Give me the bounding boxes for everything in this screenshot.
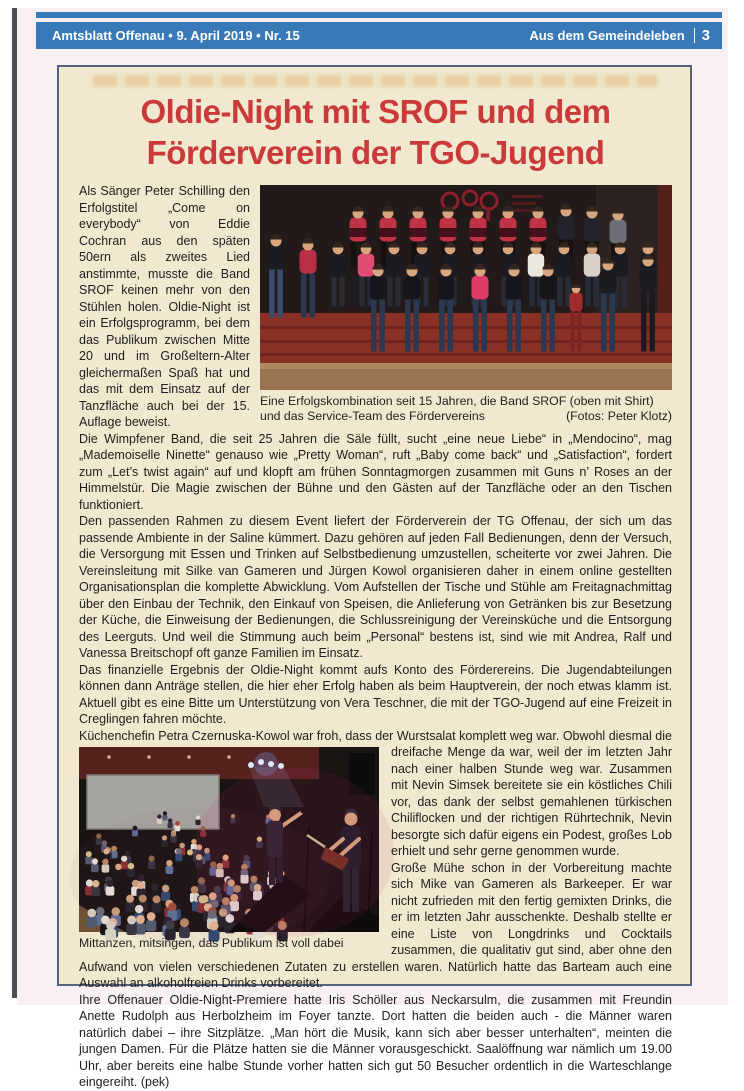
photo-caption-text: Eine Erfolgskombination seit 15 Jahren, die Band SROF (oben mit Shirt) und das Service-Team des Fördervereins xyxy=(260,394,654,423)
photo-caption-band xyxy=(260,394,672,424)
concert-photo-figure xyxy=(79,747,379,951)
paragraph-text: Küchenchefin Petra Czernuska-Kowol war froh, dass der Wurstsalat komplett weg war. xyxy=(79,728,560,743)
newsletter-page xyxy=(17,8,728,1089)
page-number: 3 xyxy=(694,28,710,43)
article-paragraph: Die Wimpfener Band, die seit 25 Jahren die Säle füllt, sucht „eine neue Liebe“ in „Mendocino“, mag „Mademoiselle Ninette“ genauso wie „Pretty Woman“, ruft „Baby come back“ und „Satisfaction“, fordert zum „Let’s twist again“ auf und klopft am frühen Sonntagmorgen zusammen mit Guns n’ Roses an der Himmelstür. Die Magie zwischen der Bühne und den Gästen auf der Tanzfläche oder an den Tischen funktioniert. xyxy=(79,431,672,512)
article-title-line-2: Förderverein der TGO-Jugend xyxy=(146,134,605,171)
photo-caption-concert: Mittanzen, mitsingen, das Publikum ist voll dabei xyxy=(79,936,344,950)
article-paragraph: Den passenden Rahmen zu diesem Event liefert der Förderverein der TG Offenau, der sich um das passende Ambiente in der Saline kümmert. Dazu gehören auf jeden Fall Bedienungen, denn der Versuch, die Versorgung mit Essen und Trinken auf Selbstbedienung umzustellen, scheiterte vor zwei Jahren. Die Vereinsleitung mit Silke van Gameren und Jürgen Kowol organisieren daher in einem online gestellten Organisationsplan die komplette Abwicklung. Vom Aufstellen der Tische und Stühle am Freitagnachmittag über den Einbau der Technik, den Einkauf von Speisen, die Anlieferung von Getränken bis zur Besetzung der Küche, die Einweisung der Bedienungen, die Schlussreinigung der Vereinsküche und die Entsorgung des Leerguts. Und weil die Stimmung auch beim „Personal“ bestens ist, sind wie mit Andrea, Ralf und Vanessa Breitschopf oft ganze Familien im Einsatz. xyxy=(79,514,672,660)
article-title-line-1: Oldie-Night mit SROF und dem xyxy=(140,93,611,130)
masthead-issue-info: Amtsblatt Offenau • 9. April 2019 • Nr. 15 xyxy=(52,28,300,43)
article-paragraph: Als Sänger Peter Schilling den Erfolgstitel „Come on everybody“ von Eddie Cochran aus den späten 50ern als zweites Lied anstimmte, musste die Band SROF keinen mehr von den Stühlen holen. Oldie-Night ist ein Erfolgsprogramm, bei dem das Publikum zwischen Mitte 20 und im Großeltern-Alter gleichermaßen Spaß hat und das mit dem Einsatz auf der Tanzfläche auch bei der 15. Auflage beweist. xyxy=(79,184,250,429)
page-header-bar xyxy=(36,22,722,49)
article-title xyxy=(79,91,672,173)
article-paragraph: Das finanzielle Ergebnis der Oldie-Night kommt aufs Konto des Förderereins. Die Jugendabteilungen können dann Anträge stellen, die hier eher Erfolg haben als beim Hauptverein, der noch etwas klamm ist. Aktuell gibt es eine Bitte um Unterstützung von Vera Teschner, die mit der TGO-Jugend auf eine Freizeit in Creglingen fahren möchte. xyxy=(79,662,672,726)
article-paragraph: Große Mühe schon in der Vorbereitung machte sich Mike van Gameren als Barkeeper. Er war nicht zufrieden mit den fertig gemixten Drinks, die er im letzten Jahr ausschenkte. Deshalb stellte er eine Liste von Longdrinks und Cocktails zusammen, die qualitativ gut sind, aber ohne den Aufwand von vielen verschiedenen Zutaten zu erstellen waren. Natürlich hatte das Barteam auch eine Auswahl an alkoholfreien Drinks vorbereitet. xyxy=(79,860,672,990)
bleed-through-text xyxy=(93,75,658,87)
band-group-photo-figure xyxy=(260,185,672,424)
header-top-rule xyxy=(36,12,722,18)
article-box xyxy=(57,65,692,1089)
band-group-photo xyxy=(260,185,672,390)
article-body xyxy=(79,183,672,1091)
photo-credit: (Fotos: Peter Klotz) xyxy=(566,409,672,423)
page-spine-shadow xyxy=(12,8,17,998)
section-header xyxy=(529,28,710,43)
concert-photo xyxy=(79,747,379,932)
article-paragraph: Ihre Offenauer Oldie-Night-Premiere hatte Iris Schöller aus Neckarsulm, die zusammen mit Freundin Anette Rudolph aus Herbolzheim im Foyer tanzte. Dort hatten die beiden auch - die Männer waren natürlich dabei – ihre Sitzplätze. „Man hört die Musik, kann sich aber besser unterhalten“, meinten die jungen Damen. Für die Plätze hatten sie die Männer vorausgeschickt. Saalöffnung war nämlich um 19.00 Uhr, aber bereits eine halbe Stunde vorher hatten sich gut 50 Besucher ordentlich in die Warteschlange eingereiht. (pek) xyxy=(79,992,672,1089)
section-label: Aus dem Gemeindeleben xyxy=(529,28,685,43)
paragraph-text: Obwohl diesmal die dreifache Menge da war, weil der im letzten Jahr nach einer halben Stunde weg war. Zusammen mit Nevin Simsek bereitete sie ein köstliches Chili vor, das dank der selbst gemahlenen türkischen Chiliflocken und der richtigen Rührtechnik, Nevin besorgte sich dafür eigens ein Podest, großes Lob erhielt und sehr gerne genommen wurde. xyxy=(391,728,672,858)
